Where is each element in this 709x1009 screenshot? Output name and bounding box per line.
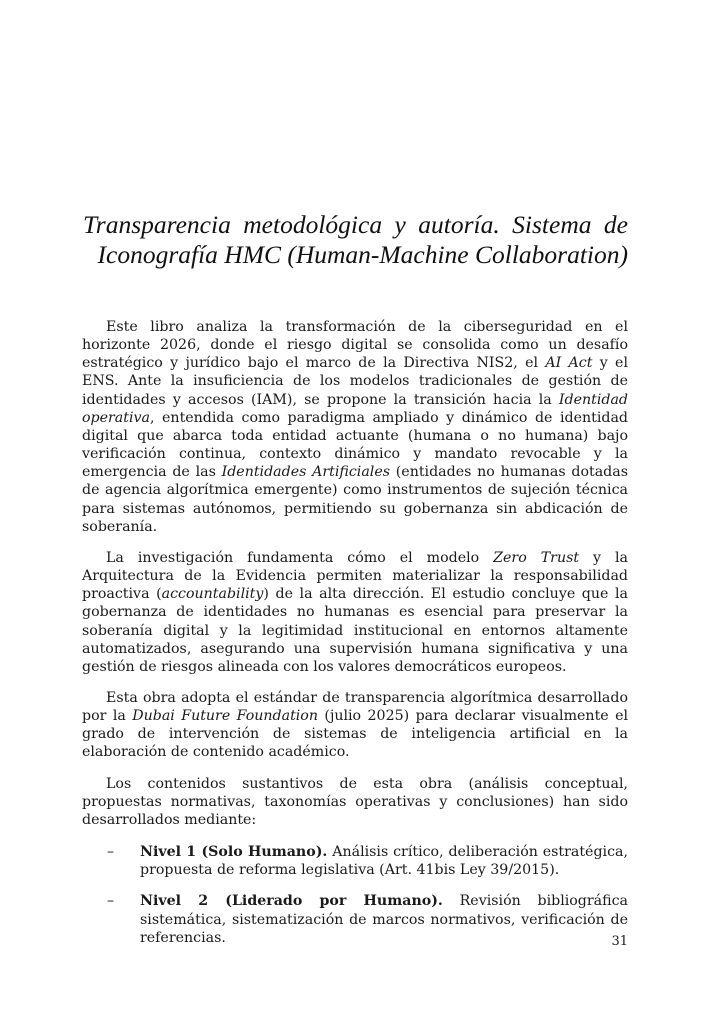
text-run: Esta obra adopta el estándar de transparencia algorítmica desarrollado por la bbox=[82, 689, 628, 725]
italic-term-ai-act: AI Act bbox=[545, 355, 593, 372]
list-item-label: Nivel 1 (Solo Humano). bbox=[140, 844, 328, 861]
text-run: Este libro analiza la transformación de la ciberseguridad en el horizonte 2026, donde el riesgo digital se consolida como un desafío estratégico y jurídico bajo el marco de la Directiva NIS2, el bbox=[82, 319, 628, 372]
section-title: Transparencia metodológica y autoría. Sistema de Iconografía HMC (Human-Machine Collaboration) bbox=[83, 210, 628, 269]
italic-term-identidades-artificiales: Identidades Artificiales bbox=[221, 464, 391, 481]
paragraph-standard bbox=[82, 689, 628, 762]
body-text bbox=[82, 318, 628, 960]
list-item bbox=[82, 892, 628, 946]
text-run: ) de la alta dirección. El estudio concluye que la gobernanza de identidades no humanas es esencial para preservar la soberanía digital y la legitimidad institucional en entornos altamente automatizados, asegurando una supervisión humana significativa y una gestión de riesgos alineada con los valores democráticos europeos. bbox=[82, 586, 628, 675]
text-run: (julio 2025) para declarar visualmente el grado de intervención de sistemas de inteligencia artificial en la elaboración de contenido académico. bbox=[82, 708, 629, 761]
paragraph-abstract bbox=[82, 318, 628, 536]
list-item-text: Revisión bibliográfica sistemática, sistematización de marcos normativos, verificación de referencias. bbox=[140, 893, 628, 946]
text-run: (entidades no humanas dotadas de agencia algorítmica emergente) como instrumentos de sujeción técnica para sistemas autónomos, permitiendo su gobernanza sin abdicación de soberanía. bbox=[82, 464, 628, 535]
dash-bullet: – bbox=[107, 893, 115, 910]
list-item-label: Nivel 2 (Liderado por Humano). bbox=[140, 893, 443, 910]
page-number: 31 bbox=[611, 934, 628, 949]
paragraph-research bbox=[82, 549, 628, 676]
list-item bbox=[82, 843, 628, 879]
list-item-text: Análisis crítico, deliberación estratégica, propuesta de reforma legislativa (Art. 41bis Ley 39/2015). bbox=[140, 844, 628, 879]
italic-term-accountability: accountability bbox=[161, 586, 264, 603]
text-run: La investigación fundamenta cómo el modelo bbox=[106, 549, 494, 566]
italic-term-dubai-future-foundation: Dubai Future Foundation bbox=[132, 708, 318, 725]
text-run: y el ENS. Ante la insuficiencia de los modelos tradicionales de gestión de identidades y accesos (IAM), se propone la transición hacia la bbox=[82, 355, 628, 408]
italic-term-zero-trust: Zero Trust bbox=[493, 549, 580, 566]
dash-bullet: – bbox=[107, 844, 115, 861]
text-run: , entendida como paradigma ampliado y dinámico de identidad digital que abarca toda entidad actuante (humana o no humana) bajo verificación continua, contexto dinámico y mandato revocable y la emergencia de las bbox=[82, 409, 628, 481]
text-run: y la Arquitectura de la Evidencia permiten materializar la responsabilidad proactiva ( bbox=[82, 549, 628, 603]
italic-term-identidad-operativa: Identidad operativa bbox=[82, 391, 628, 426]
paragraph-contents: Los contenidos sustantivos de esta obra (análisis conceptual, propuestas normativas, taxonomías operativas y conclusiones) han sido desarrollados mediante: bbox=[82, 775, 628, 828]
